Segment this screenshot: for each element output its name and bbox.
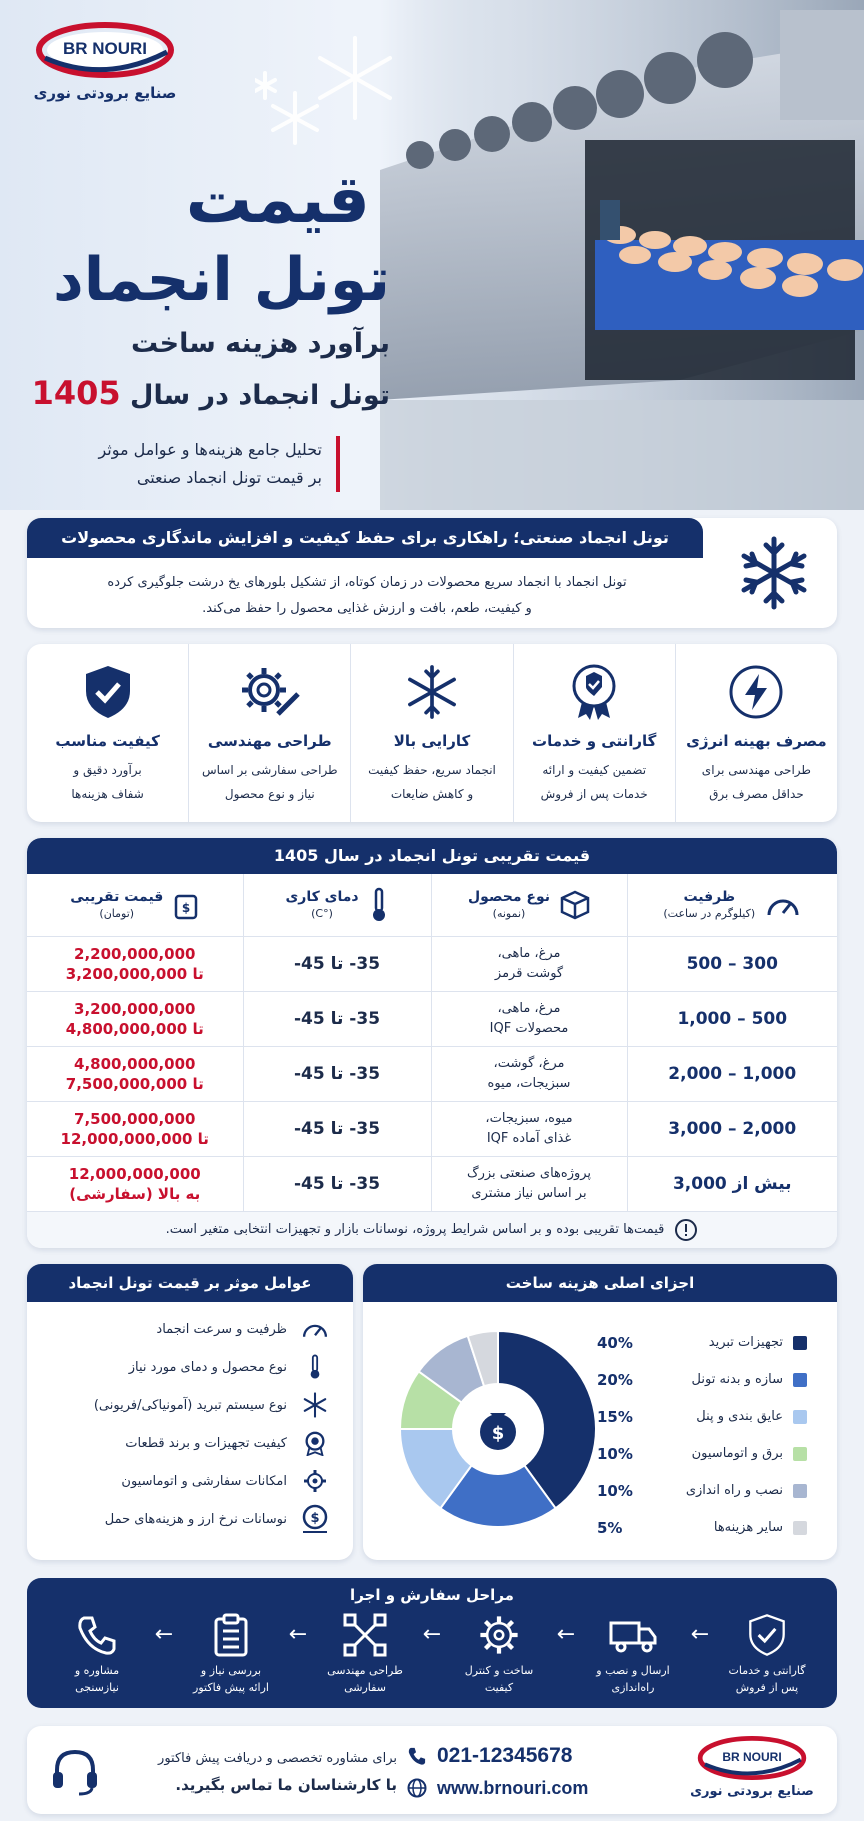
step-label-line1: گارانتی و خدمات [728, 1664, 806, 1677]
header-capacity-label: ظرفیت [683, 889, 736, 906]
cell-price-to: 12,000,000,000 تا [60, 1129, 209, 1148]
header-temp-unit: (°C) [311, 907, 333, 921]
cell-price-from: 2,200,000,000 [74, 944, 196, 963]
thermometer-icon [369, 887, 389, 923]
box-icon [560, 890, 590, 920]
price-note-text: قیمت‌ها تقریبی بوده و بر اساس شرایط پروژه، نوسانات بازار و تجهیزات انتخابی متغیر است. [165, 1222, 665, 1237]
badge-icon [301, 1430, 329, 1456]
cell-price-from: 4,800,000,000 [74, 1054, 196, 1073]
cell-price-to: به بالا (سفارشی) [69, 1184, 201, 1203]
cell-product [431, 991, 627, 1046]
svg-text:$: $ [182, 900, 191, 915]
cell-product-line2: غذای آماده IQF [486, 1130, 572, 1146]
factor-label: نوع محصول و دمای مورد نیاز [128, 1359, 287, 1375]
website-row[interactable] [407, 1772, 647, 1804]
arrow-left-icon: ← [556, 1622, 576, 1647]
factor-label: امکانات سفارشی و اتوماسیون [121, 1473, 287, 1489]
price-note [27, 1212, 837, 1248]
cell-price-from: 3,200,000,000 [74, 999, 196, 1018]
thermometer-icon [301, 1354, 329, 1380]
header-product-label: نوع محصول [468, 889, 550, 906]
feature-desc-line2: خدمات پس از فروش [540, 787, 648, 801]
logo-mark [697, 1736, 807, 1780]
hero-subtitle-prefix: تونل انجماد در سال [130, 380, 390, 411]
components-title: اجزای اصلی هزینه ساخت [363, 1264, 837, 1302]
step-label-line2: سفارشی [344, 1681, 386, 1694]
gear-icon [477, 1613, 521, 1657]
shield-check-icon [747, 1613, 787, 1657]
logo-text: BR NOURI [62, 39, 148, 58]
cell-product [431, 1046, 627, 1101]
intro-text-line1: تونل انجماد با انجماد سریع محصولات در زمان کوتاه، از تشکیل بلورهای یخ درشت جلوگیری کرده [107, 575, 627, 590]
snowflake-decor-icon [255, 18, 395, 158]
company-name: صنایع برودتی نوری [33, 84, 177, 102]
website-link[interactable]: www.brnouri.com [437, 1777, 589, 1798]
cell-temp: 35- تا 45- [243, 1156, 431, 1211]
legend-item [597, 1435, 807, 1472]
cell-capacity: 300 – 500 [627, 936, 837, 991]
feature-desc-line1: برآورد دقیق و [73, 763, 142, 777]
hero-year: 1405 [31, 374, 121, 412]
steps-row [27, 1612, 837, 1696]
freezing-tunnel-photo [380, 0, 864, 510]
legend-label: تجهیزات تبرید [708, 1335, 783, 1350]
snowflake-icon [301, 1392, 329, 1418]
feature-desc [514, 758, 675, 806]
feature-desc-line1: انجماد سریع، حفظ کیفیت [368, 763, 496, 777]
order-steps-panel [27, 1578, 837, 1708]
cell-temp: 35- تا 45- [243, 936, 431, 991]
cell-price [27, 1156, 243, 1211]
hero-desc-line2: بر قیمت تونل انجماد صنعتی [136, 468, 322, 487]
brand-logo[interactable] [30, 22, 180, 132]
price-table-title: قیمت تقریبی تونل انجماد در سال 1405 [27, 838, 837, 874]
factor-item [27, 1424, 353, 1462]
gauge-icon [765, 891, 801, 919]
legend-item [597, 1324, 807, 1361]
cell-temp: 35- تا 45- [243, 1101, 431, 1156]
feature-title: مصرف بهینه انرژی [686, 732, 827, 750]
step-item [717, 1612, 817, 1696]
cell-product-line2: بر اساس نیاز مشتری [471, 1185, 587, 1201]
step-label [583, 1662, 683, 1696]
intro-text [47, 570, 687, 622]
step-label-line1: مشاوره و [74, 1664, 120, 1677]
price-table-card [27, 838, 837, 1248]
cell-product-line1: مرغ، ماهی، [497, 945, 561, 961]
factor-label: ظرفیت و سرعت انجماد [156, 1321, 287, 1337]
phone-row[interactable] [407, 1740, 647, 1772]
arrow-left-icon: ← [690, 1622, 710, 1647]
legend-swatch [793, 1336, 807, 1350]
header-temp-label: دمای کاری [285, 889, 359, 906]
step-item [47, 1612, 147, 1696]
step-label-line1: بررسی نیاز و [200, 1664, 262, 1677]
truck-icon [609, 1615, 657, 1655]
factor-item [27, 1348, 353, 1386]
price-table [27, 874, 837, 1212]
intro-card [27, 518, 837, 628]
step-item [181, 1612, 281, 1696]
factor-item [27, 1386, 353, 1424]
feature-quality [27, 644, 188, 822]
cell-product-line2: گوشت قرمز [494, 965, 564, 981]
cell-capacity: بیش از 3,000 [627, 1156, 837, 1211]
factor-item [27, 1500, 353, 1538]
hero-section [0, 0, 864, 510]
legend-item [597, 1361, 807, 1398]
cell-capacity: 1,000 – 2,000 [627, 1046, 837, 1101]
legend-swatch [793, 1447, 807, 1461]
logo-mark [35, 22, 175, 78]
cell-price [27, 936, 243, 991]
gauge-icon [301, 1318, 329, 1340]
dollar-icon [301, 1504, 329, 1534]
cell-product-line2: سبزیجات، میوه [487, 1075, 571, 1091]
table-row [27, 936, 837, 991]
header-product-unit: (نمونه) [492, 907, 526, 921]
money-bag-icon [173, 890, 199, 920]
feature-desc-line2: نیاز و نوع محصول [224, 787, 315, 801]
hero-subtitle-line1: برآورد هزینه ساخت [131, 328, 390, 359]
cell-temp: 35- تا 45- [243, 991, 431, 1046]
company-name: صنایع برودتی نوری [690, 1784, 814, 1799]
headset-icon [47, 1744, 103, 1800]
legend-swatch [793, 1521, 807, 1535]
hero-description [40, 436, 340, 492]
cell-product [431, 936, 627, 991]
cell-capacity: 500 – 1,000 [627, 991, 837, 1046]
header-price-label: قیمت تقریبی [70, 889, 164, 906]
legend-value: 5% [597, 1518, 623, 1537]
feature-desc [27, 758, 188, 806]
cell-price-from: 12,000,000,000 [68, 1164, 201, 1183]
feature-desc-line1: طراحی سفارشی بر اساس [201, 763, 338, 777]
hero-title-line1: قیمت [185, 161, 370, 238]
factors-title: عوامل موثر بر قیمت تونل انجماد [27, 1264, 353, 1302]
feature-desc-line1: تضمین کیفیت و ارائه [542, 763, 647, 777]
phone-icon [76, 1614, 118, 1656]
header-temp [243, 874, 431, 936]
step-item [315, 1612, 415, 1696]
step-label-line1: ساخت و کنترل [464, 1664, 534, 1677]
hero-subtitle-line2 [30, 374, 390, 412]
feature-engineering [188, 644, 350, 822]
legend-value: 10% [597, 1481, 633, 1500]
cell-price [27, 1046, 243, 1101]
step-item [449, 1612, 549, 1696]
intro-heading: تونل انجماد صنعتی؛ راهکاری برای حفظ کیفیت و افزایش ماندگاری محصولات [27, 518, 703, 558]
table-row [27, 1046, 837, 1101]
step-label-line2: نیازسنجی [75, 1681, 119, 1694]
svg-text:$: $ [491, 1423, 505, 1444]
legend-label: سازه و بدنه تونل [691, 1372, 783, 1387]
network-icon [343, 1613, 387, 1657]
step-label [47, 1662, 147, 1696]
cell-product [431, 1156, 627, 1211]
svg-text:$: $ [310, 1511, 320, 1526]
intro-text-line2: و کیفیت، طعم، بافت و ارزش غذایی محصول را حفظ می‌کند. [202, 601, 532, 616]
feature-efficiency [350, 644, 512, 822]
gear-icon [301, 1468, 329, 1494]
feature-desc-line2: و کاهش ضایعات [390, 787, 474, 801]
price-table-header-row [27, 874, 837, 936]
step-label [717, 1662, 817, 1696]
feature-desc [351, 758, 512, 806]
feature-warranty [513, 644, 675, 822]
footer-cta-line1: برای مشاوره تخصصی و دریافت پیش فاکتور [158, 1751, 397, 1766]
features-card [27, 644, 837, 822]
snowflake-icon [404, 664, 460, 720]
feature-energy [675, 644, 837, 822]
header-capacity [627, 874, 837, 936]
cell-product-line1: پروژه‌های صنعتی بزرگ [466, 1165, 592, 1181]
snowflake-icon [736, 535, 812, 611]
legend-value: 10% [597, 1444, 633, 1463]
logo-text: BR NOURI [722, 1750, 782, 1764]
feature-title: طراحی مهندسی [207, 732, 332, 750]
arrow-left-icon: ← [422, 1622, 442, 1647]
factor-item [27, 1462, 353, 1500]
arrow-left-icon: ← [288, 1622, 308, 1647]
factor-label: نوع سیستم تبرید (آمونیاکی/فریونی) [93, 1397, 287, 1413]
clipboard-icon [213, 1613, 249, 1657]
cell-price-to: 4,800,000,000 تا [65, 1019, 204, 1038]
legend-label: برق و اتوماسیون [691, 1446, 783, 1461]
feature-title: کیفیت مناسب [55, 732, 160, 750]
hero-title-line2: تونل انجماد [52, 245, 390, 315]
feature-desc [189, 758, 350, 806]
legend-label: نصب و راه اندازی [685, 1483, 783, 1498]
legend-label: عایق بندی و پنل [696, 1409, 783, 1424]
step-label-line1: طراحی مهندسی [327, 1664, 403, 1677]
cell-product-line1: میوه، سبزیجات، [485, 1110, 573, 1126]
legend-value: 40% [597, 1333, 633, 1352]
footer-logo[interactable] [687, 1736, 817, 1799]
legend-item [597, 1398, 807, 1435]
medal-icon [566, 662, 622, 722]
hero-desc-line1: تحلیل جامع هزینه‌ها و عوامل موثر [98, 440, 322, 459]
gear-pencil-icon [238, 664, 302, 720]
globe-icon [407, 1778, 427, 1798]
phone-icon [407, 1746, 427, 1766]
cell-price-from: 7,500,000,000 [74, 1109, 196, 1128]
legend-item [597, 1472, 807, 1509]
steps-title: مراحل سفارش و اجرا [350, 1586, 514, 1604]
phone-number[interactable]: 021-12345678 [437, 1744, 573, 1767]
cell-capacity: 2,000 – 3,000 [627, 1101, 837, 1156]
feature-title: گارانتی و خدمات [532, 732, 657, 750]
step-item [583, 1612, 683, 1696]
legend-swatch [793, 1484, 807, 1498]
legend-item [597, 1509, 807, 1546]
footer-card [27, 1726, 837, 1814]
step-label-line2: راه‌اندازی [611, 1681, 655, 1694]
pie-legend [597, 1324, 807, 1546]
contact-info [407, 1740, 647, 1804]
table-row [27, 1101, 837, 1156]
shield-check-icon [82, 663, 134, 721]
factor-label: کیفیت تجهیزات و برند قطعات [125, 1435, 287, 1451]
step-label-line1: ارسال و نصب و [596, 1664, 670, 1677]
cell-product-line1: مرغ، گوشت، [493, 1055, 565, 1071]
legend-value: 15% [597, 1407, 633, 1426]
step-label-line2: کیفیت [484, 1681, 514, 1694]
table-row [27, 991, 837, 1046]
cell-price [27, 991, 243, 1046]
feature-desc-line2: شفاف هزینه‌ها [71, 787, 144, 801]
cell-temp: 35- تا 45- [243, 1046, 431, 1101]
legend-label: سایر هزینه‌ها [713, 1520, 783, 1535]
arrow-left-icon: ← [154, 1622, 174, 1647]
legend-swatch [793, 1373, 807, 1387]
header-price [27, 874, 243, 936]
footer-cta-line2: با کارشناسان ما تماس بگیرید. [175, 1776, 397, 1794]
header-capacity-unit: (کیلوگرم در ساعت) [663, 907, 756, 921]
step-label [181, 1662, 281, 1696]
footer-cta [127, 1746, 397, 1798]
step-label-line2: ارائه پیش فاکتور [193, 1681, 269, 1694]
cost-components-card [363, 1264, 837, 1560]
table-row [27, 1156, 837, 1211]
factors-card [27, 1264, 353, 1560]
cell-product-line1: مرغ، ماهی، [497, 1000, 561, 1016]
cell-product [431, 1101, 627, 1156]
legend-value: 20% [597, 1370, 633, 1389]
factor-item [27, 1310, 353, 1348]
cell-price [27, 1101, 243, 1156]
feature-title: کارایی بالا [393, 732, 471, 750]
step-label-line2: پس از فروش [735, 1681, 799, 1694]
factor-label: نوسانات نرخ ارز و هزینه‌های حمل [104, 1511, 287, 1527]
step-label [449, 1662, 549, 1696]
feature-desc-line1: طراحی مهندسی برای [701, 763, 811, 777]
cost-pie-chart [383, 1314, 613, 1544]
header-price-unit: (تومان) [99, 907, 135, 921]
feature-desc-line2: حداقل مصرف برق [709, 787, 804, 801]
cell-price-to: 7,500,000,000 تا [65, 1074, 204, 1093]
cell-price-to: 3,200,000,000 تا [65, 964, 204, 983]
lightning-icon [728, 664, 784, 720]
header-product [431, 874, 627, 936]
step-label [315, 1662, 415, 1696]
info-icon [674, 1218, 698, 1242]
legend-swatch [793, 1410, 807, 1424]
intro-snowflake-box [711, 518, 837, 628]
feature-desc [676, 758, 837, 806]
cell-product-line2: محصولات IQF [489, 1020, 569, 1036]
